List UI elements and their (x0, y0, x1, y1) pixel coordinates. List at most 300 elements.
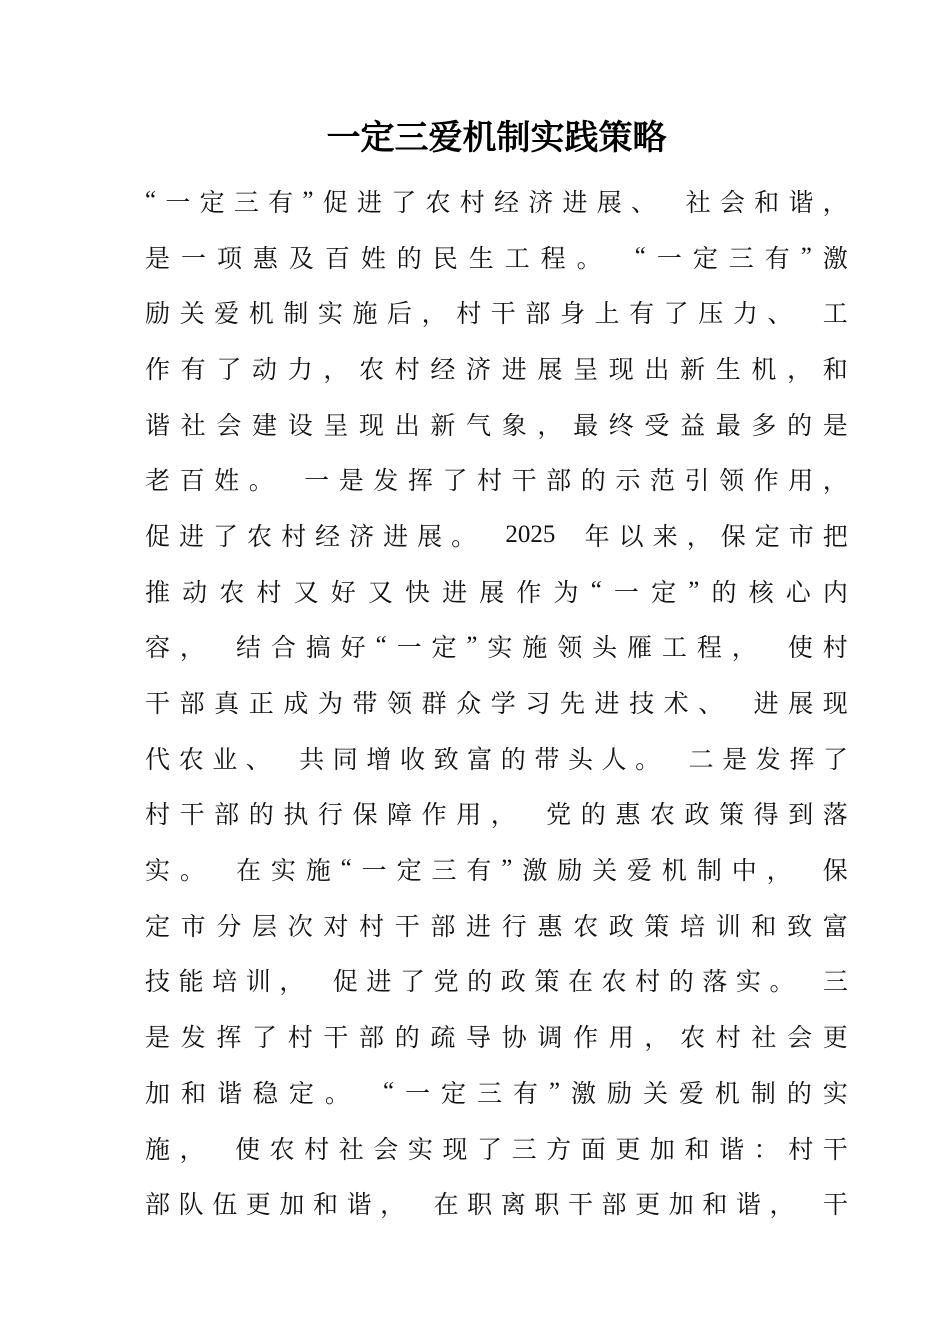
glyph: 又 (367, 579, 393, 607)
text-line (145, 674, 848, 730)
text-line (145, 730, 848, 786)
glyph: 建 (252, 412, 278, 440)
glyph: 施 (145, 1136, 171, 1164)
glyph: “ (383, 1077, 395, 1105)
glyph: 挥 (407, 468, 433, 496)
glyph: 实 (407, 1136, 433, 1164)
glyph: 同 (332, 746, 358, 774)
glyph: 挥 (216, 1025, 242, 1053)
glyph: 定 (288, 1080, 314, 1108)
text-line (145, 340, 848, 396)
glyph: 是 (145, 1025, 171, 1053)
glyph: 现 (359, 412, 385, 440)
glyph: 关 (642, 1080, 668, 1108)
glyph: 职 (534, 1192, 560, 1220)
glyph: “ (145, 186, 157, 214)
glyph: 部 (601, 1192, 627, 1220)
glyph: 疏 (430, 1025, 456, 1053)
glyph: 村 (822, 635, 848, 663)
glyph: 合 (270, 635, 296, 663)
glyph: 三 (728, 245, 754, 273)
glyph: 推 (145, 579, 171, 607)
glyph: 项 (216, 245, 242, 273)
glyph: 益 (680, 412, 706, 440)
glyph: ， (731, 635, 757, 663)
glyph: 部 (214, 802, 240, 830)
glyph: 技 (629, 691, 655, 719)
glyph: 进 (501, 356, 527, 384)
glyph: 上 (594, 301, 620, 329)
glyph: 导 (466, 1025, 492, 1053)
glyph: 为 (553, 579, 579, 607)
glyph: 训 (715, 913, 741, 941)
glyph: ， (644, 1025, 670, 1053)
glyph: 经 (430, 356, 456, 384)
glyph: 济 (528, 189, 554, 217)
glyph: 的 (580, 802, 606, 830)
glyph: 先 (559, 691, 585, 719)
glyph: 三 (233, 189, 259, 217)
glyph: 的 (711, 579, 737, 607)
glyph: 更 (615, 1136, 641, 1164)
glyph: 用 (608, 1025, 634, 1053)
glyph: 会 (373, 1136, 399, 1164)
glyph: ” (688, 576, 700, 604)
glyph: 爱 (627, 858, 653, 886)
glyph: 以 (618, 523, 644, 551)
glyph: 进 (594, 691, 620, 719)
glyph: 村 (788, 1136, 814, 1164)
text-line (145, 1008, 848, 1064)
glyph: 市 (180, 913, 206, 941)
glyph: 富 (822, 913, 848, 941)
glyph: 最 (715, 412, 741, 440)
glyph: 。 (324, 1080, 350, 1108)
glyph: 。 (248, 468, 274, 496)
glyph: 部 (359, 1025, 385, 1053)
glyph: 生 (715, 356, 741, 384)
glyph: 稳 (252, 1080, 278, 1108)
glyph: 干 (567, 1192, 593, 1220)
glyph: 作 (421, 802, 447, 830)
glyph: 村 (715, 1025, 741, 1053)
glyph: 挥 (789, 746, 815, 774)
glyph: 保 (822, 858, 848, 886)
glyph: 部 (145, 1192, 171, 1220)
glyph: 农 (573, 913, 599, 941)
glyph: 了 (442, 468, 468, 496)
glyph: 进 (179, 523, 205, 551)
glyph: 设 (287, 412, 313, 440)
glyph: 训 (245, 969, 271, 997)
glyph: 领 (387, 691, 413, 719)
glyph: 机 (248, 301, 274, 329)
glyph: 心 (785, 579, 811, 607)
glyph: ， (766, 858, 792, 886)
glyph: 众 (456, 691, 482, 719)
glyph: ， (537, 412, 563, 440)
glyph: 励 (145, 301, 171, 329)
glyph: 进 (562, 189, 588, 217)
glyph: 和 (751, 913, 777, 941)
glyph: 一 (180, 245, 206, 273)
glyph: 发 (373, 468, 399, 496)
glyph: 一 (304, 468, 330, 496)
glyph: 了 (399, 969, 425, 997)
glyph: 、 (698, 691, 724, 719)
glyph: 的 (394, 1025, 420, 1053)
glyph: 制 (696, 858, 722, 886)
glyph: 村 (394, 356, 420, 384)
glyph: 为 (317, 691, 343, 719)
glyph: 好 (340, 635, 366, 663)
glyph: 行 (501, 913, 527, 941)
glyph: 出 (394, 412, 420, 440)
glyph: 来 (652, 523, 678, 551)
glyph: 百 (324, 245, 350, 273)
glyph: 更 (245, 1192, 271, 1220)
glyph: 在 (235, 858, 261, 886)
text-line (145, 619, 848, 675)
glyph: 调 (537, 1025, 563, 1053)
glyph: 有 (180, 356, 206, 384)
glyph: 村 (304, 1136, 330, 1164)
glyph: 村 (477, 468, 503, 496)
glyph: 使 (234, 1136, 260, 1164)
glyph: 动 (252, 356, 278, 384)
glyph: 村 (359, 913, 385, 941)
glyph: 和 (822, 356, 848, 384)
glyph: 定 (754, 523, 780, 551)
document-title: 一定三爱机制实践策略 (326, 119, 667, 157)
glyph: 工 (504, 245, 530, 273)
glyph: 干 (394, 913, 420, 941)
glyph: 的 (668, 969, 694, 997)
glyph: 力 (732, 301, 758, 329)
glyph: 生 (468, 245, 494, 273)
glyph: 气 (466, 412, 492, 440)
glyph: 干 (822, 1136, 848, 1164)
glyph: 的 (787, 412, 813, 440)
glyph: 实 (270, 858, 296, 886)
glyph: 技 (145, 969, 171, 997)
glyph: 搞 (305, 635, 331, 663)
glyph: 农 (359, 356, 385, 384)
glyph: 施 (522, 635, 548, 663)
glyph: 谐 (719, 1136, 745, 1164)
glyph: 策 (644, 913, 670, 941)
glyph: 新 (680, 356, 706, 384)
text-line (145, 284, 848, 340)
glyph: 层 (252, 913, 278, 941)
glyph: 后 (387, 301, 413, 329)
glyph: 关 (179, 301, 205, 329)
glyph: 社 (180, 412, 206, 440)
text-line (145, 396, 848, 452)
glyph: 快 (404, 579, 430, 607)
glyph: 现 (822, 691, 848, 719)
glyph: 政 (500, 969, 526, 997)
glyph: 加 (145, 1080, 171, 1108)
glyph: 关 (592, 858, 618, 886)
glyph: 多 (751, 412, 777, 440)
glyph: 社 (751, 1025, 777, 1053)
glyph: 制 (750, 1080, 776, 1108)
glyph: 和 (754, 189, 780, 217)
glyph: 。 (451, 523, 477, 551)
glyph: 职 (467, 1192, 493, 1220)
text-line (145, 1064, 848, 1120)
glyph: 会 (787, 1025, 813, 1053)
glyph: 增 (366, 746, 392, 774)
glyph: 成 (283, 691, 309, 719)
glyph: 施 (305, 858, 331, 886)
glyph: 机 (714, 1080, 740, 1108)
glyph: 三 (511, 1136, 537, 1164)
glyph: ， (179, 635, 205, 663)
glyph: 施 (352, 301, 378, 329)
glyph: 激 (522, 858, 548, 886)
glyph: 带 (352, 691, 378, 719)
glyph: 农 (601, 969, 627, 997)
document-paragraph (145, 173, 848, 1231)
glyph: 执 (283, 802, 309, 830)
glyph: 部 (525, 301, 551, 329)
glyph: 了 (391, 189, 417, 217)
glyph: 群 (421, 691, 447, 719)
glyph: 分 (216, 913, 242, 941)
glyph: 在 (567, 969, 593, 997)
glyph: 党 (546, 802, 572, 830)
glyph: 作 (516, 579, 542, 607)
glyph: 干 (145, 691, 171, 719)
glyph: 干 (179, 802, 205, 830)
glyph: 了 (213, 523, 239, 551)
glyph: 谐 (788, 189, 814, 217)
glyph: 作 (573, 1025, 599, 1053)
glyph: 富 (467, 746, 493, 774)
text-line (145, 229, 848, 285)
glyph: 农 (425, 189, 451, 217)
glyph: 农 (649, 802, 675, 830)
glyph: 。 (635, 746, 661, 774)
glyph: 有 (268, 189, 294, 217)
glyph: 呈 (323, 412, 349, 440)
glyph: 年 (584, 523, 610, 551)
glyph: ， (380, 1192, 406, 1220)
glyph: 一 (165, 189, 191, 217)
text-line (145, 173, 848, 229)
glyph: 带 (534, 746, 560, 774)
glyph: 村 (256, 579, 282, 607)
glyph: 社 (685, 189, 711, 217)
glyph: 障 (387, 802, 413, 830)
glyph: 三 (431, 858, 457, 886)
glyph: 定 (441, 1080, 467, 1108)
text-line (145, 786, 848, 842)
glyph: 村 (287, 1025, 313, 1053)
glyph: 促 (145, 523, 171, 551)
glyph: 一 (361, 858, 387, 886)
glyph: ， (179, 1136, 205, 1164)
glyph: ” (302, 186, 314, 214)
glyph: 政 (684, 802, 710, 830)
glyph: 更 (822, 1025, 848, 1053)
glyph: 进 (442, 579, 468, 607)
glyph: 收 (399, 746, 425, 774)
glyph: 和 (312, 1192, 338, 1220)
glyph: “ (590, 576, 602, 604)
glyph: 部 (430, 913, 456, 941)
glyph: 政 (608, 913, 634, 941)
glyph: 受 (644, 412, 670, 440)
glyph: 会 (216, 412, 242, 440)
glyph: 程 (540, 245, 566, 273)
glyph: 定 (692, 245, 718, 273)
glyph: 谐 (346, 1192, 372, 1220)
glyph: 的 (500, 746, 526, 774)
glyph: 激 (571, 1080, 597, 1108)
glyph: 终 (608, 412, 634, 440)
glyph: 姓 (360, 245, 386, 273)
glyph: 了 (477, 1136, 503, 1164)
glyph: 姓 (214, 468, 240, 496)
glyph: 能 (178, 969, 204, 997)
glyph: 村 (635, 969, 661, 997)
glyph: 把 (822, 523, 848, 551)
glyph: “ (634, 242, 646, 270)
glyph: 谐 (216, 1080, 242, 1108)
glyph: 有 (512, 1080, 538, 1108)
glyph: 一 (656, 245, 682, 273)
glyph: 展 (479, 579, 505, 607)
glyph: ， (822, 468, 848, 496)
glyph: 策 (719, 802, 745, 830)
glyph: 培 (212, 969, 238, 997)
glyph: 展 (596, 189, 622, 217)
glyph: 二 (688, 746, 714, 774)
glyph: 和 (684, 1136, 710, 1164)
glyph: 协 (501, 1025, 527, 1053)
glyph: 力 (287, 356, 313, 384)
glyph: 一 (405, 1080, 431, 1108)
glyph: 真 (214, 691, 240, 719)
glyph: 了 (252, 1025, 278, 1053)
glyph: 经 (493, 189, 519, 217)
glyph: 村 (456, 301, 482, 329)
glyph: 一 (613, 579, 639, 607)
glyph: 进 (356, 189, 382, 217)
glyph: 三 (822, 969, 848, 997)
glyph: 了 (822, 746, 848, 774)
glyph: 百 (179, 468, 205, 496)
glyph: 济 (466, 356, 492, 384)
glyph: 村 (459, 189, 485, 217)
glyph: 爱 (678, 1080, 704, 1108)
text-line (145, 1120, 848, 1176)
glyph: 好 (330, 579, 356, 607)
glyph: 的 (580, 468, 606, 496)
glyph: ， (787, 356, 813, 384)
glyph: 工 (822, 301, 848, 329)
glyph: 促 (322, 189, 348, 217)
glyph: 落 (822, 802, 848, 830)
glyph: 共 (299, 746, 325, 774)
glyph: 正 (248, 691, 274, 719)
glyph: 压 (698, 301, 724, 329)
glyph: 济 (349, 523, 375, 551)
glyph: 了 (216, 356, 242, 384)
glyph: 加 (668, 1192, 694, 1220)
glyph: ” (800, 242, 812, 270)
glyph: 励 (557, 858, 583, 886)
glyph: ， (323, 356, 349, 384)
glyph: 致 (433, 746, 459, 774)
glyph: “ (340, 855, 352, 883)
glyph: 领 (557, 635, 583, 663)
glyph: 使 (787, 635, 813, 663)
glyph: 发 (180, 1025, 206, 1053)
glyph: 农 (269, 1136, 295, 1164)
glyph: 农 (219, 579, 245, 607)
glyph: 励 (606, 1080, 632, 1108)
glyph: 在 (433, 1192, 459, 1220)
glyph: 雁 (627, 635, 653, 663)
glyph: 更 (635, 1192, 661, 1220)
glyph: 了 (663, 301, 689, 329)
glyph: 到 (788, 802, 814, 830)
text-line (145, 953, 848, 1009)
glyph: 动 (182, 579, 208, 607)
glyph: 保 (352, 802, 378, 830)
glyph: 。 (769, 969, 795, 997)
glyph: 有 (629, 301, 655, 329)
glyph: 干 (822, 1192, 848, 1220)
glyph: 作 (145, 356, 171, 384)
glyph: 促 (332, 969, 358, 997)
glyph: 学 (490, 691, 516, 719)
glyph: 展 (788, 691, 814, 719)
glyph: 进 (753, 691, 779, 719)
glyph: 经 (315, 523, 341, 551)
text-line (145, 451, 848, 507)
glyph: 加 (649, 1136, 675, 1164)
glyph: 机 (661, 858, 687, 886)
glyph: 程 (696, 635, 722, 663)
glyph: 实 (735, 969, 761, 997)
glyph: 和 (180, 1080, 206, 1108)
glyph: 农 (680, 1025, 706, 1053)
glyph: 内 (822, 579, 848, 607)
glyph: 惠 (615, 802, 641, 830)
glyph: 部 (546, 468, 572, 496)
glyph: 及 (288, 245, 314, 273)
glyph: 是 (822, 412, 848, 440)
glyph: 定 (396, 858, 422, 886)
glyph: 队 (178, 1192, 204, 1220)
glyph: 惠 (537, 913, 563, 941)
glyph: 代 (145, 746, 171, 774)
glyph: 农 (247, 523, 273, 551)
glyph: 呈 (573, 356, 599, 384)
glyph: 身 (559, 301, 585, 329)
glyph: 出 (644, 356, 670, 384)
glyph: 、 (767, 301, 793, 329)
glyph: 培 (680, 913, 706, 941)
glyph: 最 (573, 412, 599, 440)
glyph: 现 (608, 356, 634, 384)
glyph: 社 (338, 1136, 364, 1164)
